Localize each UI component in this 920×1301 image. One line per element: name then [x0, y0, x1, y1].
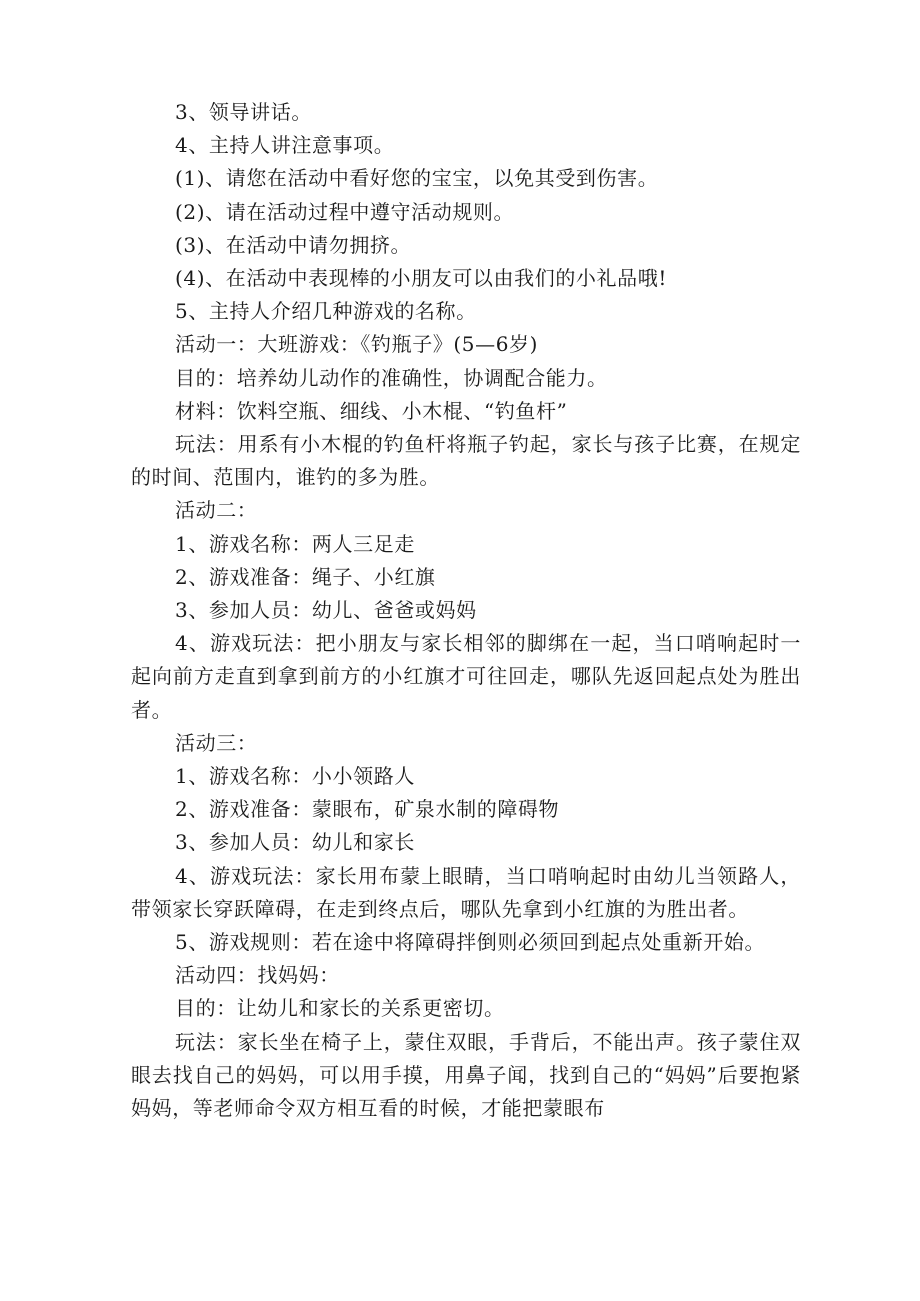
- paragraph: 目的：让幼儿和家长的关系更密切。: [175, 996, 505, 1021]
- paragraph: 4、游戏玩法：把小朋友与家长相邻的脚绑在一起，当口哨响起时一起向前方走直到拿到前方的小红旗才可往回走，哪队先返回起点处为胜出者。: [131, 631, 801, 722]
- document-body: [131, 96, 801, 1125]
- paragraph: 3、参加人员：幼儿、爸爸或妈妈: [175, 598, 477, 623]
- paragraph: 活动四：找妈妈：: [175, 963, 340, 988]
- paragraph: 玩法：家长坐在椅子上，蒙住双眼，手背后，不能出声。孩子蒙住双眼去找自己的妈妈，可以用手摸，用鼻子闻，找到自己的“妈妈”后要抱紧妈妈，等老师命令双方相互看的时候，才能把蒙眼布: [131, 1029, 801, 1121]
- paragraph: 1、游戏名称：小小领路人: [175, 764, 415, 789]
- paragraph: 3、领导讲话。: [175, 100, 312, 124]
- paragraph: 1、游戏名称：两人三足走: [175, 531, 415, 556]
- paragraph: 玩法：用系有小木棍的钓鱼杆将瓶子钓起，家长与孩子比赛，在规定的时间、范围内，谁钓的多为胜。: [131, 432, 801, 490]
- paragraph: 4、主持人讲注意事项。: [175, 133, 395, 158]
- paragraph: 5、游戏规则：若在途中将障碍拌倒则必须回到起点处重新开始。: [175, 930, 766, 955]
- paragraph: 2、游戏准备：绳子、小红旗: [175, 564, 436, 589]
- paragraph: (4)、在活动中表现棒的小朋友可以由我们的小礼品哦!: [175, 266, 667, 291]
- paragraph: 活动一：大班游戏：《钓瓶子》(5—6岁): [175, 332, 539, 357]
- paragraph: 4、游戏玩法：家长用布蒙上眼睛，当口哨响起时由幼儿当领路人，带领家长穿跃障碍，在走到终点后，哪队先拿到小红旗的为胜出者。: [131, 863, 801, 921]
- paragraph: 目的：培养幼儿动作的准确性，协调配合能力。: [175, 365, 608, 390]
- paragraph: (2)、请在活动过程中遵守活动规则。: [175, 199, 515, 224]
- paragraph: (1)、请您在活动中看好您的宝宝，以免其受到伤害。: [175, 166, 659, 191]
- paragraph: 5、主持人介绍几种游戏的名称。: [175, 299, 477, 324]
- paragraph: 活动三：: [175, 730, 258, 755]
- paragraph: 3、参加人员：幼儿和家长: [175, 830, 415, 855]
- paragraph: 活动二：: [175, 498, 258, 523]
- paragraph: 材料：饮料空瓶、细线、小木棍、“钓鱼杆”: [175, 398, 568, 423]
- paragraph: 2、游戏准备：蒙眼布，矿泉水制的障碍物: [175, 797, 560, 822]
- paragraph: (3)、在活动中请勿拥挤。: [175, 232, 412, 257]
